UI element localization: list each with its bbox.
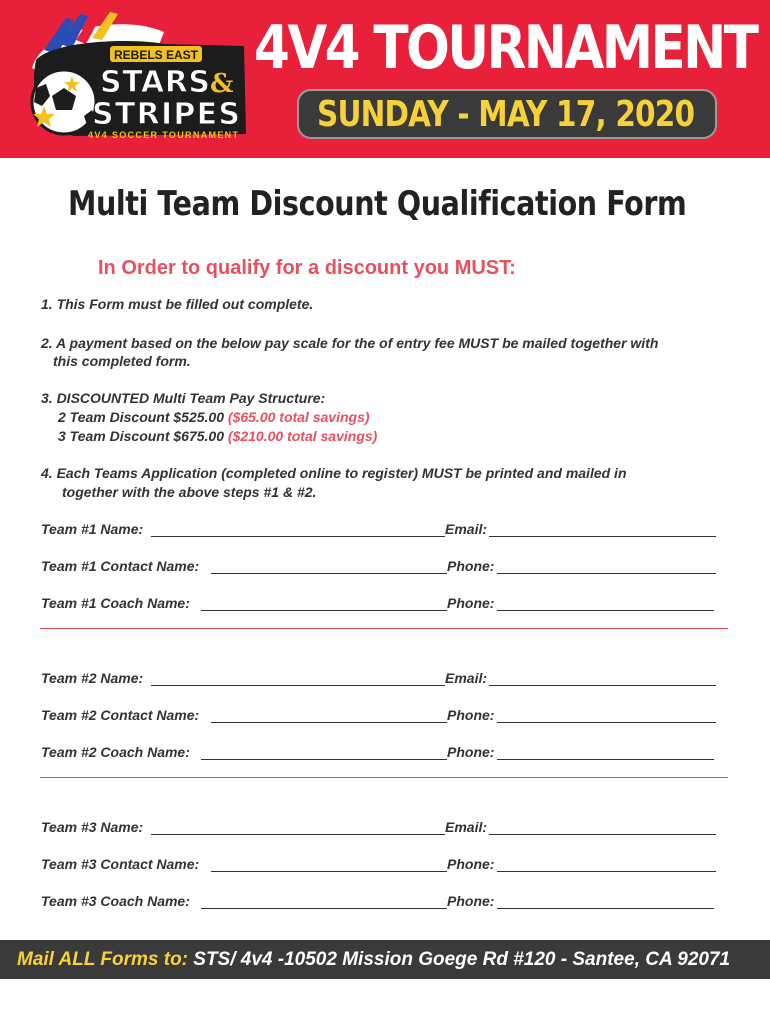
- logo-bottom-text: 4V4 SOCCER TOURNAMENT: [88, 130, 238, 140]
- stars-and-stripes-logo: [14, 10, 250, 144]
- tournament-date: SUNDAY - MAY 17, 2020: [317, 94, 695, 135]
- rule-1: 1. This Form must be filled out complete.: [41, 296, 314, 312]
- team-1-coach-phone-field[interactable]: [497, 610, 714, 611]
- team-3-contact-phone-field[interactable]: [497, 871, 716, 872]
- team-1-contact-phone-label: Phone:: [447, 558, 495, 574]
- rule-4-line-2: together with the above steps #1 & #2.: [62, 484, 317, 500]
- team-1-contact-field[interactable]: [211, 573, 447, 574]
- team-2-contact-phone-field[interactable]: [497, 722, 716, 723]
- team-2-contact-phone-label: Phone:: [447, 707, 495, 723]
- three-team-savings: ($210.00 total savings): [227, 428, 378, 444]
- team-divider: [40, 628, 728, 629]
- team-2-name-row: [41, 669, 731, 689]
- team-1-name-label: Team #1 Name:: [41, 521, 144, 537]
- team-2-email-label: Email:: [445, 670, 488, 686]
- logo-top-text: REBELS EAST: [114, 48, 198, 62]
- team-3-contact-phone-label: Phone:: [447, 856, 495, 872]
- rule-2-line-2: this completed form.: [53, 353, 191, 369]
- team-2-contact-row: [41, 706, 731, 726]
- mailing-address: STS/ 4v4 -10502 Mission Goege Rd #120 - Santee, CA 92071: [193, 949, 731, 970]
- team-2-coach-phone-field[interactable]: [497, 759, 714, 760]
- team-3-name-row: [41, 818, 731, 838]
- two-team-price: 2 Team Discount $525.00: [58, 409, 225, 425]
- team-1-contact-phone-field[interactable]: [497, 573, 716, 574]
- team-3-coach-label: Team #3 Coach Name:: [41, 893, 190, 909]
- rule-3-two-team: [58, 408, 370, 427]
- team-2-contact-label: Team #2 Contact Name:: [41, 707, 200, 723]
- header-banner: [0, 0, 770, 158]
- team-3-name-field[interactable]: [151, 834, 445, 835]
- team-2-coach-row: [41, 743, 731, 763]
- rule-2-line-1: 2. A payment based on the below pay scale for the of entry fee MUST be mailed together with: [41, 335, 659, 351]
- team-3-contact-row: [41, 855, 731, 875]
- team-3-coach-phone-field[interactable]: [497, 908, 714, 909]
- team-2-coach-field[interactable]: [201, 759, 447, 760]
- team-1-coach-label: Team #1 Coach Name:: [41, 595, 190, 611]
- team-3-name-label: Team #3 Name:: [41, 819, 144, 835]
- footer-label: Mail ALL Forms to:: [17, 949, 188, 970]
- team-divider: [40, 777, 728, 778]
- date-box: [297, 89, 717, 139]
- team-3-coach-field[interactable]: [201, 908, 447, 909]
- team-1-coach-row: [41, 594, 731, 614]
- three-team-price: 3 Team Discount $675.00: [58, 428, 225, 444]
- form-subtitle: In Order to qualify for a discount you MUST:: [98, 257, 516, 279]
- logo-word-stars: STARS: [100, 65, 210, 100]
- team-1-email-field[interactable]: [489, 536, 716, 537]
- team-3-contact-label: Team #3 Contact Name:: [41, 856, 200, 872]
- team-2-name-label: Team #2 Name:: [41, 670, 144, 686]
- mailing-footer: [0, 940, 770, 979]
- logo-word-stripes: STRIPES: [92, 97, 240, 132]
- team-1-coach-field[interactable]: [201, 610, 447, 611]
- team-1-contact-row: [41, 557, 731, 577]
- footer-text: [17, 948, 730, 972]
- form-title: Multi Team Discount Qualification Form: [68, 184, 687, 224]
- team-3-contact-field[interactable]: [211, 871, 447, 872]
- team-2-contact-field[interactable]: [211, 722, 447, 723]
- team-3-coach-row: [41, 892, 731, 912]
- tournament-headline: 4V4 TOURNAMENT: [254, 13, 757, 83]
- team-3-coach-phone-label: Phone:: [447, 893, 495, 909]
- team-1-name-field[interactable]: [151, 536, 445, 537]
- team-1-coach-phone-label: Phone:: [447, 595, 495, 611]
- rule-4-line-1: 4. Each Teams Application (completed online to register) MUST be printed and mailed in: [41, 465, 627, 481]
- logo-ampersand: &: [210, 69, 234, 99]
- team-1-name-row: [41, 520, 731, 540]
- team-2-email-field[interactable]: [489, 685, 716, 686]
- team-2-coach-phone-label: Phone:: [447, 744, 495, 760]
- team-1-contact-label: Team #1 Contact Name:: [41, 558, 200, 574]
- team-3-email-field[interactable]: [489, 834, 716, 835]
- rule-3-three-team: [58, 427, 377, 446]
- team-3-email-label: Email:: [445, 819, 488, 835]
- team-2-name-field[interactable]: [151, 685, 445, 686]
- rule-3-heading: 3. DISCOUNTED Multi Team Pay Structure:: [41, 390, 326, 406]
- team-2-coach-label: Team #2 Coach Name:: [41, 744, 190, 760]
- team-1-email-label: Email:: [445, 521, 488, 537]
- two-team-savings: ($65.00 total savings): [227, 409, 370, 425]
